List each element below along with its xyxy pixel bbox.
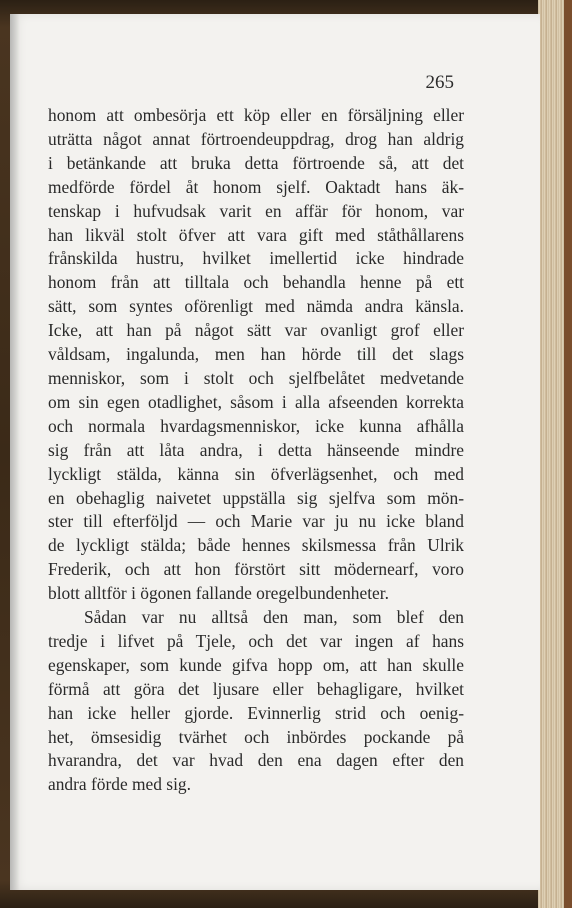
page-number: 265 [425,72,454,93]
text-line: och normala hvardagsmenniskor, icke kunna afhålla [48,415,464,436]
text-line: egenskaper, som kunde gifva hopp om, att han skulle [48,654,464,675]
text-line: Icke, att han på något sätt var ovanligt grof eller [48,320,464,341]
text-line: andra förde med sig. [48,774,191,795]
text-line: Frederik, och att hon förstört sitt mödernearf, voro [48,559,464,580]
text-line: uträtta något annat förtroendeuppdrag, drog han aldrig [48,128,464,149]
text-line: han icke heller gjorde. Evinnerlig strid och oenig- [48,702,464,723]
text-line: sätt, som syntes oförenligt med nämda andra känsla. [48,296,464,317]
text-line: i betänkande att bruka detta förtroende så, att det [48,152,464,173]
text-line: honom från att tilltala och behandla henne på ett [48,272,464,293]
text-line: frånskilda hustru, hvilket imellertid icke hindrade [48,248,464,269]
text-line: blott alltför i ögonen fallande oregelbundenheter. [48,583,389,604]
text-line: förmå att göra det ljusare eller behagligare, hvilket [48,678,464,699]
text-line: de lyckligt stälda; både hennes skilsmessa från Ulrik [48,535,464,556]
book-cover-edge [564,0,572,908]
text-line: honom att ombesörja ett köp eller en försäljning eller [48,105,464,125]
book-page [10,14,540,890]
text-line: om sin egen otadlighet, såsom i alla afseenden korrekta [48,391,464,412]
text-line: Sådan var nu alltså den man, som blef den [84,607,464,628]
text-line: tredje i lifvet på Tjele, och det var ingen af hans [48,630,464,651]
spine-shadow [10,14,20,890]
text-line: hvarandra, det var hvad den ena dagen efter den [48,750,464,771]
text-line: het, ömsesidig tvärhet och inbördes pockande på [48,726,464,747]
text-line: sig från att låta andra, i detta hänseende mindre [48,439,464,460]
text-line: en obehaglig naivetet uppställa sig sjelfva som mön- [48,487,464,508]
text-line: våldsam, ingalunda, men han hörde till det slags [48,344,464,365]
text-line: han likväl stolt öfver att vara gift med ståthållarens [48,224,464,245]
text-line: tenskap i hufvudsak varit en affär för honom, var [48,200,464,221]
text-line: menniskor, som i stolt och sjelfbelåtet medvetande [48,367,464,388]
body-text [48,104,464,797]
text-line: medförde fördel åt honom sjelf. Oaktadt hans äk- [48,176,464,197]
text-line: lyckligt stälda, känna sin öfverlägsenhet, och med [48,463,464,484]
text-line: ster till efterföljd — och Marie var ju nu icke bland [48,511,464,532]
